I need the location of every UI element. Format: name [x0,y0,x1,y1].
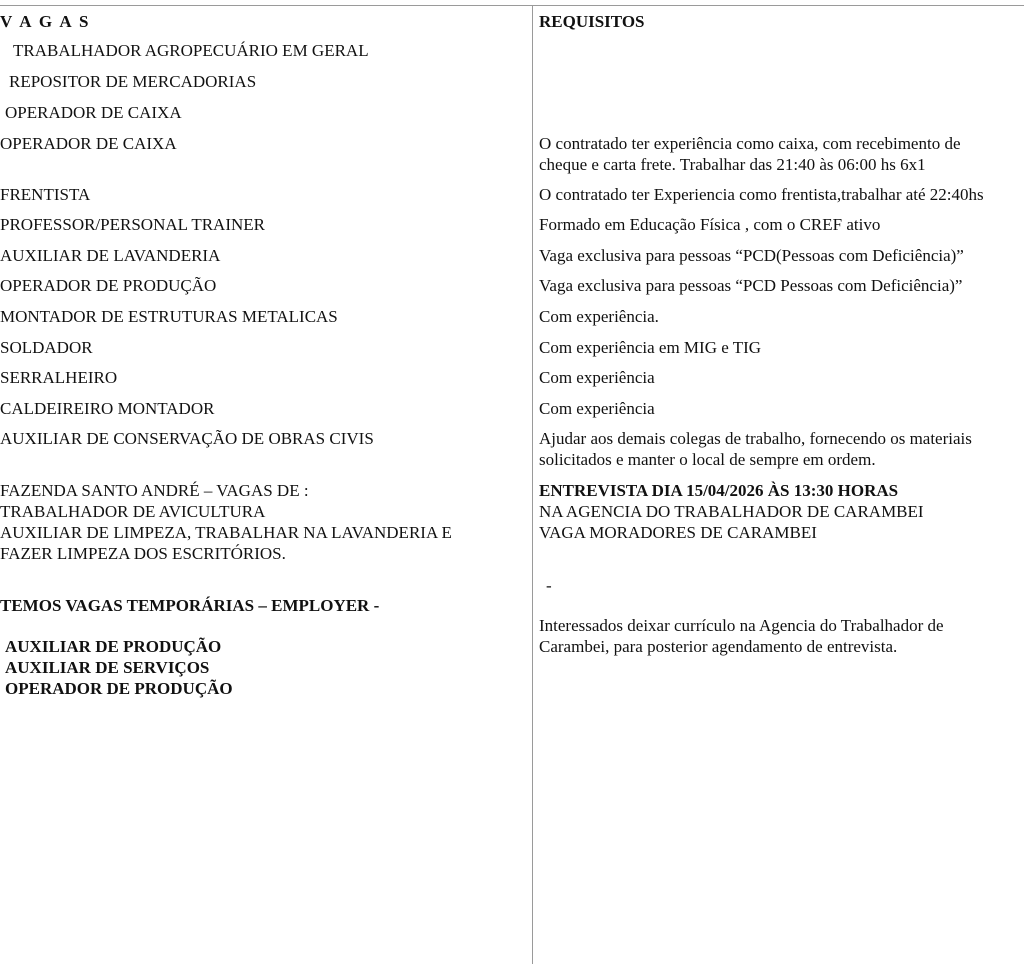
job-title: FRENTISTA [0,185,91,204]
fazenda-line: FAZER LIMPEZA DOS ESCRITÓRIOS. [0,544,286,563]
curriculo-note: Carambei, para posterior agendamento de entrevista. [539,637,898,656]
requirement-text: solicitados e manter o local de sempre em ordem. [539,450,876,469]
requirement-text: Com experiência em MIG e TIG [539,338,762,357]
requisitos-header: REQUISITOS [539,12,645,31]
fazenda-line: AUXILIAR DE LIMPEZA, TRABALHAR NA LAVANDERIA E [0,523,452,542]
column-divider [532,5,533,964]
entrevista-date: ENTREVISTA DIA 15/04/2026 ÀS 13:30 HORAS [539,481,899,500]
temporarias-title: TEMOS VAGAS TEMPORÁRIAS – EMPLOYER - [0,596,380,615]
requirement-text: Com experiência. [539,307,659,326]
requirement-text: Vaga exclusiva para pessoas “PCD(Pessoas com Deficiência)” [539,246,964,265]
vagas-header: V A G A S [0,12,91,31]
job-title: AUXILIAR DE LAVANDERIA [0,246,221,265]
curriculo-note: Interessados deixar currículo na Agencia do Trabalhador de [539,616,944,635]
job-title: AUXILIAR DE CONSERVAÇÃO DE OBRAS CIVIS [0,429,374,448]
temporaria-item: AUXILIAR DE SERVIÇOS [5,658,210,677]
job-title: SERRALHEIRO [0,368,118,387]
job-title: PROFESSOR/PERSONAL TRAINER [0,215,265,234]
temporaria-item: AUXILIAR DE PRODUÇÃO [5,637,222,656]
entrevista-local: NA AGENCIA DO TRABALHADOR DE CARAMBEI [539,502,924,521]
fazenda-line: TRABALHADOR DE AVICULTURA [0,502,266,521]
job-title: OPERADOR DE CAIXA [0,134,177,153]
job-title: OPERADOR DE CAIXA [5,103,182,122]
temporaria-item: OPERADOR DE PRODUÇÃO [5,679,233,698]
dash-mark: - [546,576,552,595]
job-title: CALDEIREIRO MONTADOR [0,399,215,418]
requirement-text: Com experiência [539,399,655,418]
requirement-text: Vaga exclusiva para pessoas “PCD Pessoas com Deficiência)” [539,276,963,295]
requirement-text: cheque e carta frete. Trabalhar das 21:40 às 06:00 hs 6x1 [539,155,926,174]
job-title: MONTADOR DE ESTRUTURAS METALICAS [0,307,338,326]
job-title: TRABALHADOR AGROPECUÁRIO EM GERAL [13,41,369,60]
job-title: REPOSITOR DE MERCADORIAS [9,72,257,91]
top-border [0,5,1024,6]
requirement-text: O contratado ter experiência como caixa, com recebimento de [539,134,961,153]
job-title: OPERADOR DE PRODUÇÃO [0,276,217,295]
requirement-text: Ajudar aos demais colegas de trabalho, fornecendo os materiais [539,429,972,448]
job-title: SOLDADOR [0,338,93,357]
requirement-text: O contratado ter Experiencia como frentista,trabalhar até 22:40hs [539,185,984,204]
vaga-moradores: VAGA MORADORES DE CARAMBEI [539,523,817,542]
fazenda-line: FAZENDA SANTO ANDRÉ – VAGAS DE : [0,481,309,500]
requirement-text: Formado em Educação Física , com o CREF ativo [539,215,881,234]
requirement-text: Com experiência [539,368,655,387]
